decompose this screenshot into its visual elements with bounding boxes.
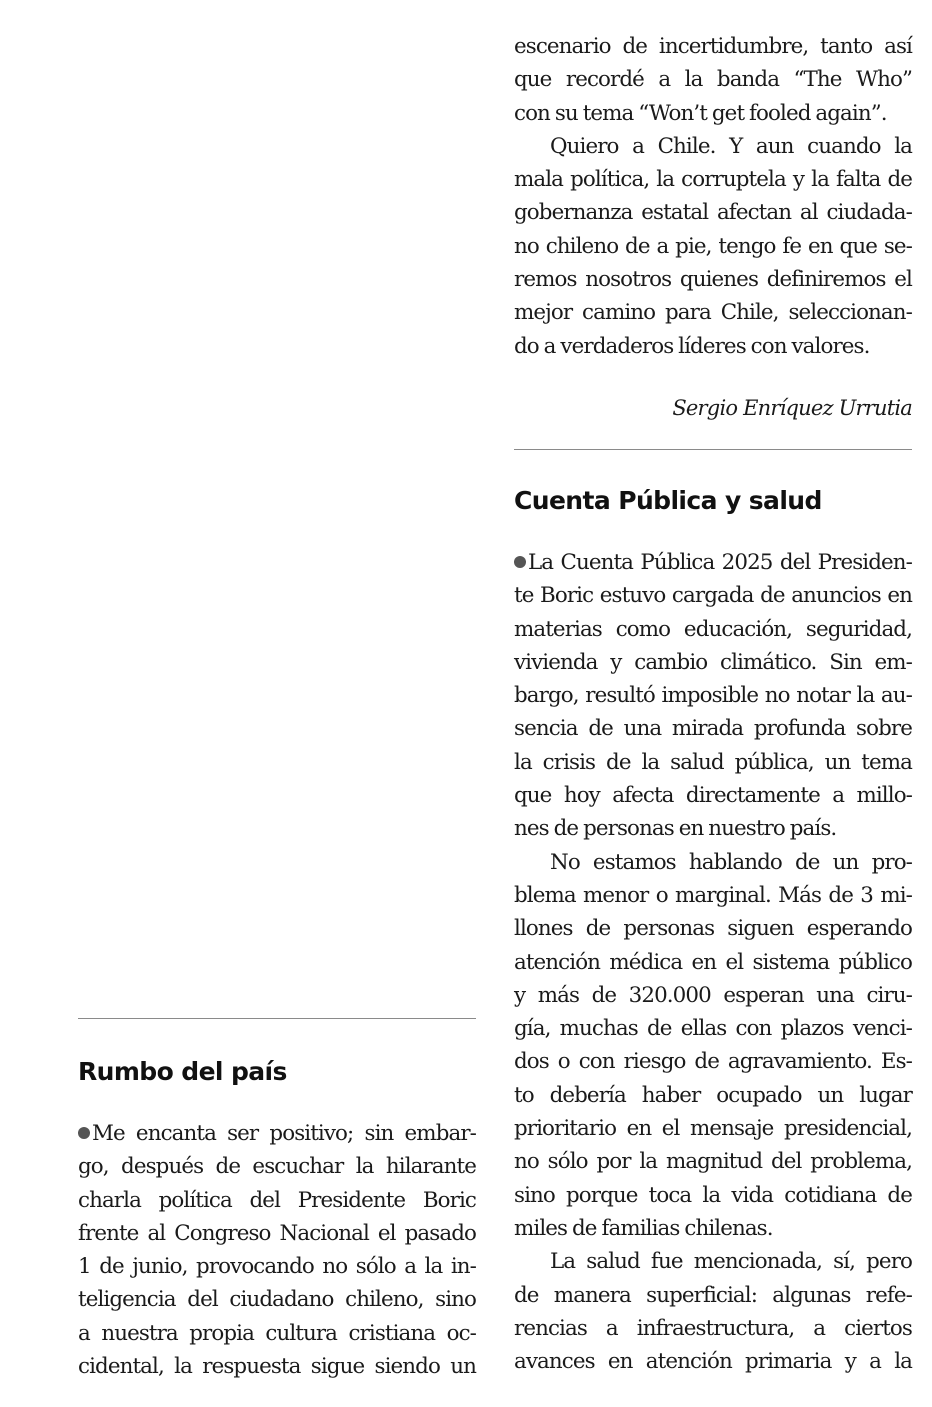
letter-continuation bbox=[514, 30, 912, 423]
text-line: mala política, la corruptela y la falta de bbox=[514, 167, 912, 193]
text-line: La salud fue mencionada, sí, pero bbox=[550, 1249, 912, 1275]
text-line: avances en atención primaria y a la bbox=[514, 1349, 912, 1375]
letter-headline: Rumbo del país bbox=[78, 1057, 287, 1086]
text-line: rencias a infraestructura, a ciertos bbox=[514, 1315, 912, 1341]
text-line: no sólo por la magnitud del problema, bbox=[514, 1149, 912, 1175]
letter-paragraph-3 bbox=[514, 1245, 912, 1378]
text-line: atención médica en el sistema público bbox=[514, 949, 912, 975]
text-line: mejor camino para Chile, seleccionan- bbox=[514, 300, 912, 326]
text-line: materias como educación, seguridad, bbox=[514, 616, 912, 642]
letter-paragraph-1 bbox=[514, 546, 912, 846]
continuation-paragraph bbox=[514, 30, 912, 130]
text-line: 1 de junio, provocando no sólo a la in- bbox=[78, 1254, 476, 1280]
text-line: te Boric estuvo cargada de anuncios en bbox=[514, 583, 912, 609]
text-line: charla política del Presidente Boric bbox=[78, 1187, 476, 1213]
text-line: y más de 320.000 esperan una ciru- bbox=[514, 982, 912, 1008]
text-line: que recordé a la banda “The Who” bbox=[514, 67, 912, 93]
text-line: No estamos hablando de un pro- bbox=[550, 849, 912, 875]
author-signature: Sergio Enríquez Urrutia bbox=[672, 395, 912, 420]
text-line: de manera superficial: algunas refe- bbox=[514, 1282, 912, 1308]
letter-paragraph-1 bbox=[78, 1117, 476, 1383]
text-line: la crisis de la salud pública, un tema bbox=[514, 749, 912, 775]
bullet-icon bbox=[514, 556, 526, 568]
text-line: remos nosotros quienes definiremos el bbox=[514, 267, 912, 293]
bullet-icon bbox=[78, 1127, 90, 1139]
text-line: Me encanta ser positivo; sin embar- bbox=[78, 1117, 476, 1150]
letter-paragraph-2 bbox=[514, 846, 912, 1246]
text-line: miles de familias chilenas. bbox=[514, 1215, 773, 1241]
text-line: vivienda y cambio climático. Sin em- bbox=[514, 649, 912, 675]
text-line: escenario de incertidumbre, tanto así bbox=[514, 34, 912, 59]
text-line: sencia de una mirada profunda sobre bbox=[514, 716, 912, 742]
text-line: a nuestra propia cultura cristiana oc- bbox=[78, 1320, 476, 1346]
text-line: to debería haber ocupado un lugar bbox=[514, 1082, 912, 1108]
text-line: Quiero a Chile. Y aun cuando la bbox=[550, 133, 912, 159]
text-line: teligencia del ciudadano chileno, sino bbox=[78, 1287, 476, 1313]
text-line: cidental, la respuesta sigue siendo un bbox=[78, 1354, 476, 1380]
letter-cuenta-publica bbox=[514, 484, 912, 1378]
text-line: bargo, resultó imposible no notar la au- bbox=[514, 683, 912, 709]
text-line: que hoy afecta directamente a millo- bbox=[514, 783, 912, 809]
letter-rumbo-del-pais bbox=[78, 1055, 476, 1383]
continuation-paragraph-2 bbox=[514, 130, 912, 363]
text-line: blema menor o marginal. Más de 3 mi- bbox=[514, 882, 912, 908]
text-line: sino porque toca la vida cotidiana de bbox=[514, 1182, 912, 1208]
text-line: do a verdaderos líderes con valores. bbox=[514, 333, 870, 359]
section-divider bbox=[514, 449, 912, 450]
text-line: gía, muchas de ellas con plazos venci- bbox=[514, 1016, 912, 1042]
text-line: dos o con riesgo de agravamiento. Es- bbox=[514, 1049, 912, 1075]
text-line: go, después de escuchar la hilarante bbox=[78, 1154, 476, 1180]
right-column bbox=[514, 30, 912, 1378]
text-line: frente al Congreso Nacional el pasado bbox=[78, 1220, 476, 1246]
text-line: La Cuenta Pública 2025 del Presiden- bbox=[514, 546, 912, 579]
text-line: llones de personas siguen esperando bbox=[514, 916, 912, 942]
section-divider bbox=[78, 1018, 476, 1019]
text-line: prioritario en el mensaje presidencial, bbox=[514, 1116, 912, 1142]
text-line: nes de personas en nuestro país. bbox=[514, 816, 837, 842]
text-line: no chileno de a pie, tengo fe en que se- bbox=[514, 233, 912, 259]
text-line: con su tema “Won’t get fooled again”. bbox=[514, 100, 887, 126]
letter-headline: Cuenta Pública y salud bbox=[514, 485, 822, 515]
left-column bbox=[78, 1018, 476, 1383]
text-line: gobernanza estatal afectan al ciudada- bbox=[514, 200, 912, 226]
